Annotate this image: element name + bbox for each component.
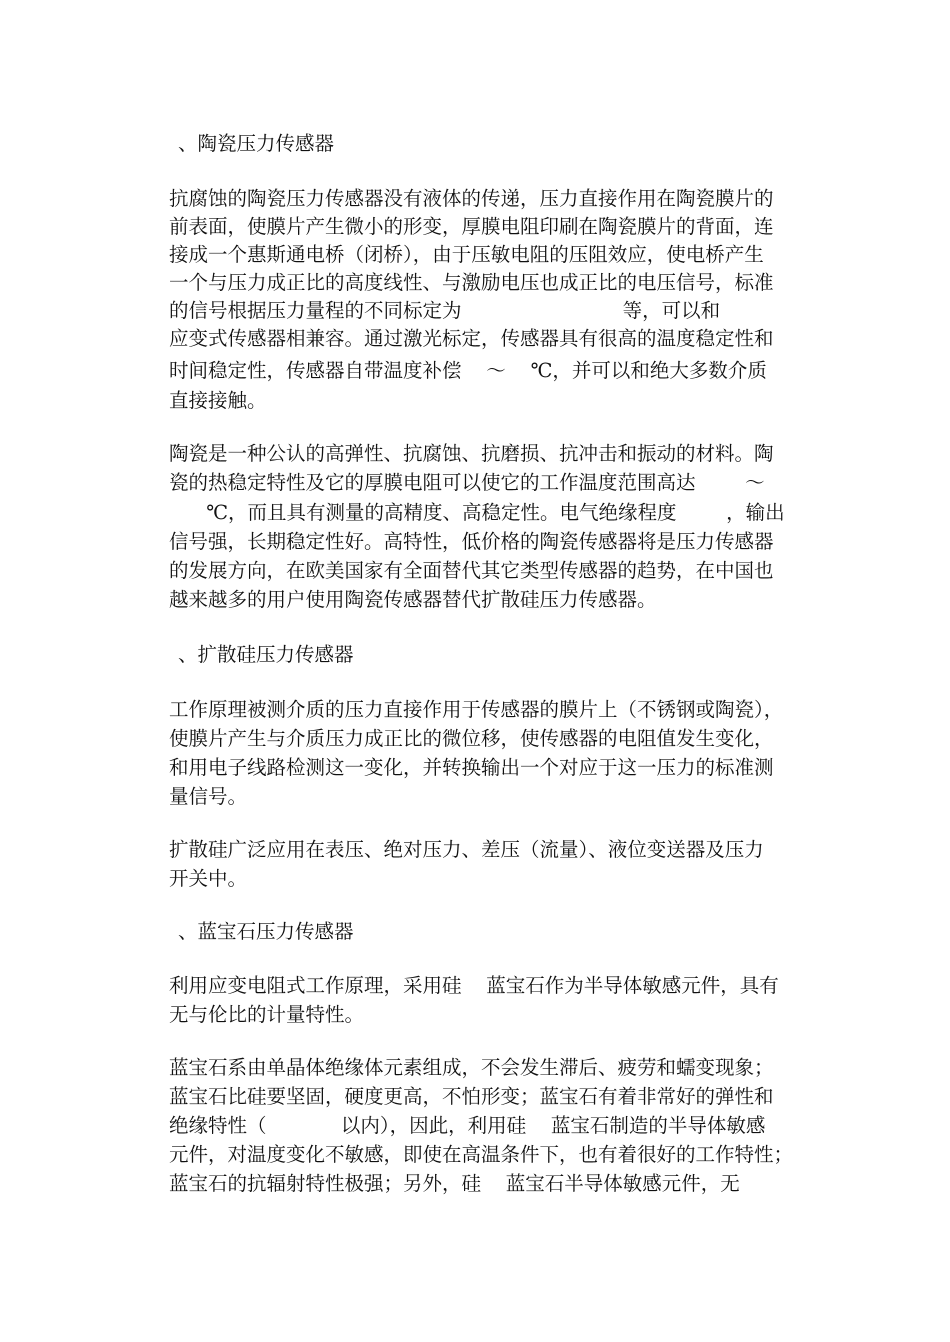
paragraph-line: 瓷的热稳定特性及它的厚膜电阻可以使它的工作温度范围高达 ～ [169,471,765,494]
paragraph-line: 开关中。 [169,867,248,890]
paragraph-line: 越来越多的用户使用陶瓷传感器替代扩散硅压力传感器。 [169,588,657,611]
paragraph-line: 应变式传感器相兼容。通过激光标定，传感器具有很高的温度稳定性和 [169,327,774,350]
paragraph-line: 绝缘特性（ 以内），因此，利用硅 蓝宝石制造的半导体敏感 [169,1114,766,1137]
paragraph-line: 陶瓷是一种公认的高弹性、抗腐蚀、抗磨损、抗冲击和振动的材料。陶 [169,442,774,465]
paragraph-line: 利用应变电阻式工作原理，采用硅 蓝宝石作为半导体敏感元件，具有 [169,974,779,997]
paragraph-line: 和用电子线路检测这一变化，并转换输出一个对应于这一压力的标准测 [169,756,774,779]
section-heading-sapphire: 、蓝宝石压力传感器 [178,920,354,943]
paragraph-line: 无与伦比的计量特性。 [169,1003,365,1026]
paragraph-line: 时间稳定性，传感器自带温度补偿 ～ ℃，并可以和绝大多数介质 [169,359,767,382]
paragraph-line: 使膜片产生与介质压力成正比的微位移，使传感器的电阻值发生变化， [169,727,774,750]
paragraph-line: 量信号。 [169,785,248,808]
paragraph-line: 前表面，使膜片产生微小的形变，厚膜电阻印刷在陶瓷膜片的背面，连 [169,215,774,238]
paragraph-line: 工作原理被测介质的压力直接作用于传感器的膜片上（不锈钢或陶瓷）， [169,698,784,721]
paragraph-line: 接成一个惠斯通电桥（闭桥），由于压敏电阻的压阻效应，使电桥产生 [169,243,764,266]
paragraph-line: 的信号根据压力量程的不同标定为 等，可以和 [169,299,721,322]
paragraph-line: ℃，而且具有测量的高精度、高稳定性。电气绝缘程度 ，输出 [169,501,785,524]
section-heading-ceramic: 、陶瓷压力传感器 [178,132,335,155]
paragraph-line: 的发展方向，在欧美国家有全面替代其它类型传感器的趋势，在中国也 [169,559,774,582]
paragraph-line: 一个与压力成正比的高度线性、与激励电压也成正比的电压信号，标准 [169,271,774,294]
paragraph-line: 扩散硅广泛应用在表压、绝对压力、差压（流量）、液位变送器及压力 [169,838,764,861]
paragraph-line: 抗腐蚀的陶瓷压力传感器没有液体的传递，压力直接作用在陶瓷膜片的 [169,187,774,210]
paragraph-line: 蓝宝石系由单晶体绝缘体元素组成，不会发生滞后、疲劳和蠕变现象； [169,1056,774,1079]
paragraph-line: 蓝宝石比硅要坚固，硬度更高，不怕形变；蓝宝石有着非常好的弹性和 [169,1085,774,1108]
section-heading-diffused-silicon: 、扩散硅压力传感器 [178,643,354,666]
paragraph-line: 直接接触。 [169,389,267,412]
paragraph-line: 蓝宝石的抗辐射特性极强；另外，硅 蓝宝石半导体敏感元件，无 [169,1172,740,1195]
paragraph-line: 元件，对温度变化不敏感，即使在高温条件下，也有着很好的工作特性； [169,1143,794,1166]
paragraph-line: 信号强，长期稳定性好。高特性，低价格的陶瓷传感器将是压力传感器 [169,530,774,553]
